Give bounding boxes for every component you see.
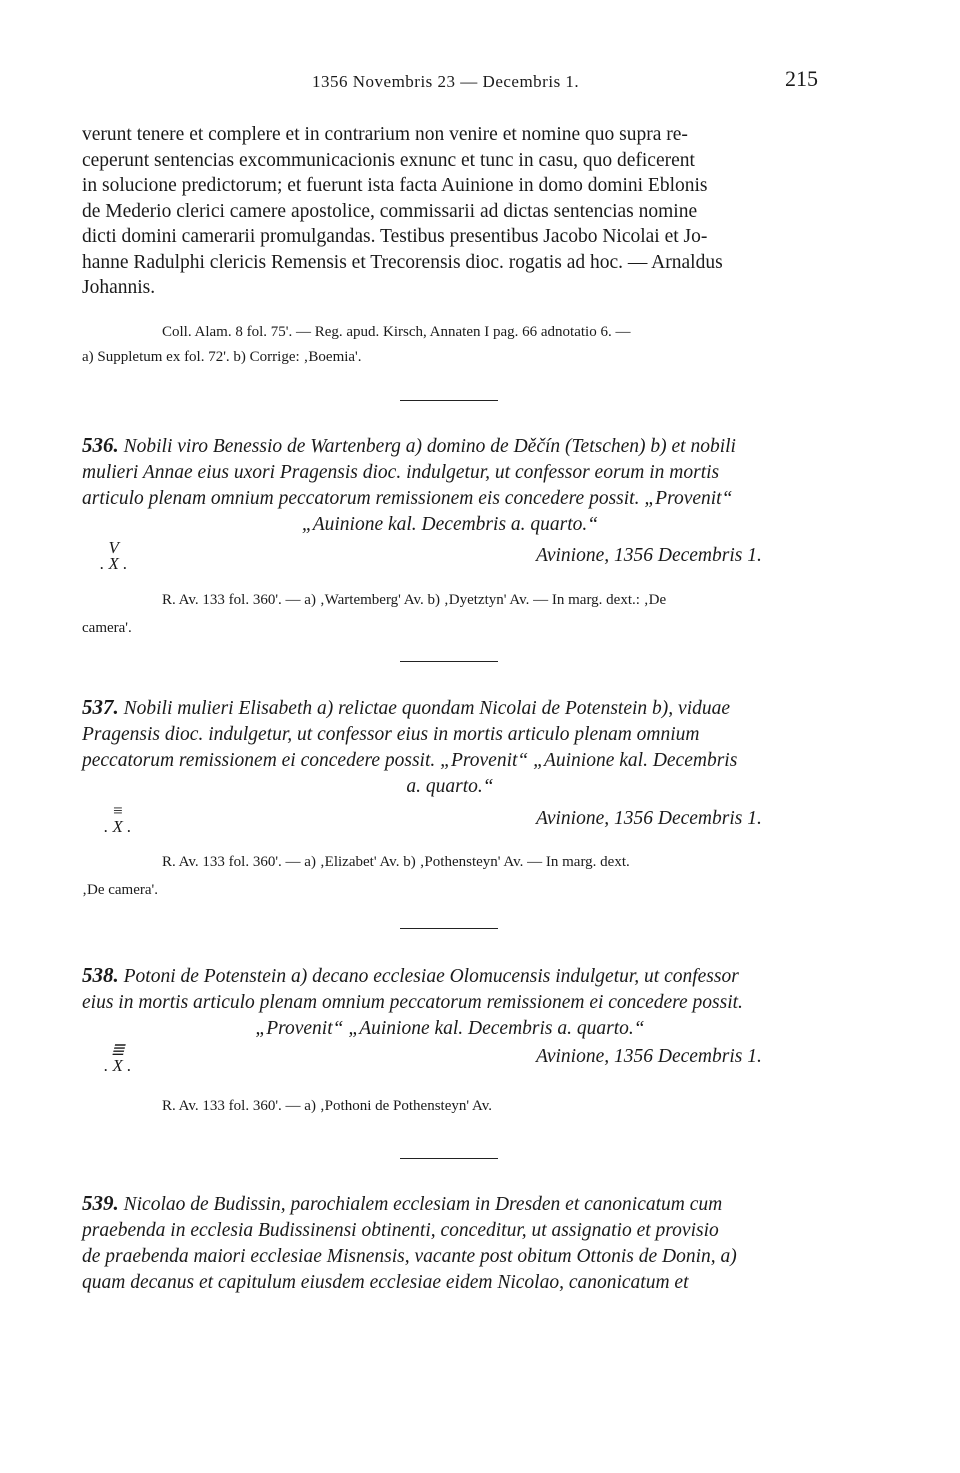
marginal-mark	[100, 540, 127, 572]
intro-paragraph	[82, 122, 816, 301]
entry-536	[82, 432, 818, 538]
entry-number: 538.	[82, 963, 119, 987]
text-line: in solucione predictorum; et fuerunt ista facta Auinione in domo domini Eblonis	[82, 175, 708, 196]
entry-538	[82, 962, 818, 1042]
section-divider	[400, 1158, 498, 1159]
entry-number: 537.	[82, 695, 119, 719]
entry-number: 536.	[82, 433, 119, 457]
provenit-line: „Provenit“ „Auinione kal. Decembris a. quarto.“	[255, 1018, 645, 1039]
text-line: verunt tenere et complere et in contrarium non venire et nomine quo supra re-	[82, 124, 688, 145]
entry-539	[82, 1190, 818, 1296]
source-line: R. Av. 133 fol. 360'. — a) ‚Wartemberg' Av. b) ‚Dyetztyn' Av. — In marg. dext.: ‚De	[162, 592, 667, 608]
text-line: Johannis.	[82, 277, 156, 298]
text-line: peccatorum remissionem ei concedere possit. „Provenit“ „Auinione kal. Decembris	[82, 750, 738, 771]
mark-x: . X .	[104, 817, 132, 836]
page-number: 215	[785, 66, 818, 91]
note-line: Coll. Alam. 8 fol. 75'. — Reg. apud. Kirsch, Annaten I pag. 66 adnotatio 6. —	[162, 324, 631, 340]
dateline: Avinione, 1356 Decembris 1.	[536, 808, 762, 829]
page-header	[82, 66, 818, 96]
text-line: Potoni de Potenstein a) decano ecclesiae Olomucensis indulgetur, ut confessor	[123, 966, 739, 987]
mark-top: V	[108, 538, 119, 557]
source-line: R. Av. 133 fol. 360'. — a) ‚Elizabet' Av. b) ‚Pothensteyn' Av. — In marg. dext.	[162, 854, 630, 870]
text-line: Nobili mulieri Elisabeth a) relictae quondam Nicolai de Potenstein b), viduae	[123, 698, 731, 719]
text-line: articulo plenam omnium peccatorum remissionem eis concedere possit. „Provenit“	[82, 488, 733, 509]
text-line: Nobili viro Benessio de Wartenberg a) domino de Děčín (Tetschen) b) et nobili	[123, 436, 736, 457]
intro-notes	[82, 320, 816, 370]
text-line: ceperunt sentencias excommunicacionis exnunc et tunc in casu, quo deficerent	[82, 149, 695, 171]
mark-x: . X .	[104, 1056, 132, 1075]
marginal-mark	[104, 803, 131, 835]
section-divider	[400, 661, 498, 662]
source-line: ‚De camera'.	[82, 882, 158, 898]
dateline: Avinione, 1356 Decembris 1.	[536, 545, 762, 566]
mark-x: . X .	[100, 554, 128, 573]
text-line: praebenda in ecclesia Budissinensi obtinenti, conceditur, ut assignatio et provisio	[82, 1220, 719, 1241]
section-divider	[400, 400, 498, 401]
entry-source	[82, 586, 818, 642]
text-line: Nicolao de Budissin, parochialem ecclesiam in Dresden et canonicatum cum	[123, 1194, 723, 1215]
entry-source	[82, 848, 818, 904]
text-line: dicti domini camerarii promulgandas. Testibus presentibus Jacobo Nicolai et Jo-	[82, 226, 708, 247]
text-line: de Mederio clerici camere apostolice, commissarii ad dictas sentencias nomine	[82, 200, 698, 222]
text-line: de praebenda maiori ecclesiae Misnensis, vacante post obitum Ottonis de Donin, a)	[82, 1246, 737, 1267]
section-divider	[400, 928, 498, 929]
provenit-line: a. quarto.“	[406, 776, 494, 797]
source-line: R. Av. 133 fol. 360'. — a) ‚Pothoni de Pothensteyn' Av.	[162, 1098, 492, 1114]
text-line: eius in mortis articulo plenam omnium peccatorum remissionem ei concedere possit.	[82, 992, 743, 1013]
text-line: mulieri Annae eius uxori Pragensis dioc. indulgetur, ut confessor eorum in mortis	[82, 462, 720, 483]
source-line: camera'.	[82, 620, 132, 636]
note-line: a) Suppletum ex fol. 72'. b) Corrige: ‚Boemia'.	[82, 349, 362, 365]
text-line: hanne Radulphi clericis Remensis et Trecorensis dioc. rogatis ad hoc. — Arnaldus	[82, 251, 723, 273]
entry-537	[82, 694, 818, 800]
marginal-mark	[104, 1042, 131, 1074]
text-line: Pragensis dioc. indulgetur, ut confessor eius in mortis articulo plenam omnium	[82, 724, 700, 745]
entry-source	[82, 1092, 818, 1120]
running-title: 1356 Novembris 23 — Decembris 1.	[312, 72, 580, 91]
entry-number: 539.	[82, 1191, 119, 1215]
dateline: Avinione, 1356 Decembris 1.	[536, 1046, 762, 1067]
mark-top: ≡	[111, 801, 124, 820]
mark-top: ≣	[110, 1040, 125, 1059]
text-line: quam decanus et capitulum eiusdem ecclesiae eidem Nicolao, canonicatum et	[82, 1272, 689, 1293]
provenit-line: „Auinione kal. Decembris a. quarto.“	[301, 514, 599, 535]
